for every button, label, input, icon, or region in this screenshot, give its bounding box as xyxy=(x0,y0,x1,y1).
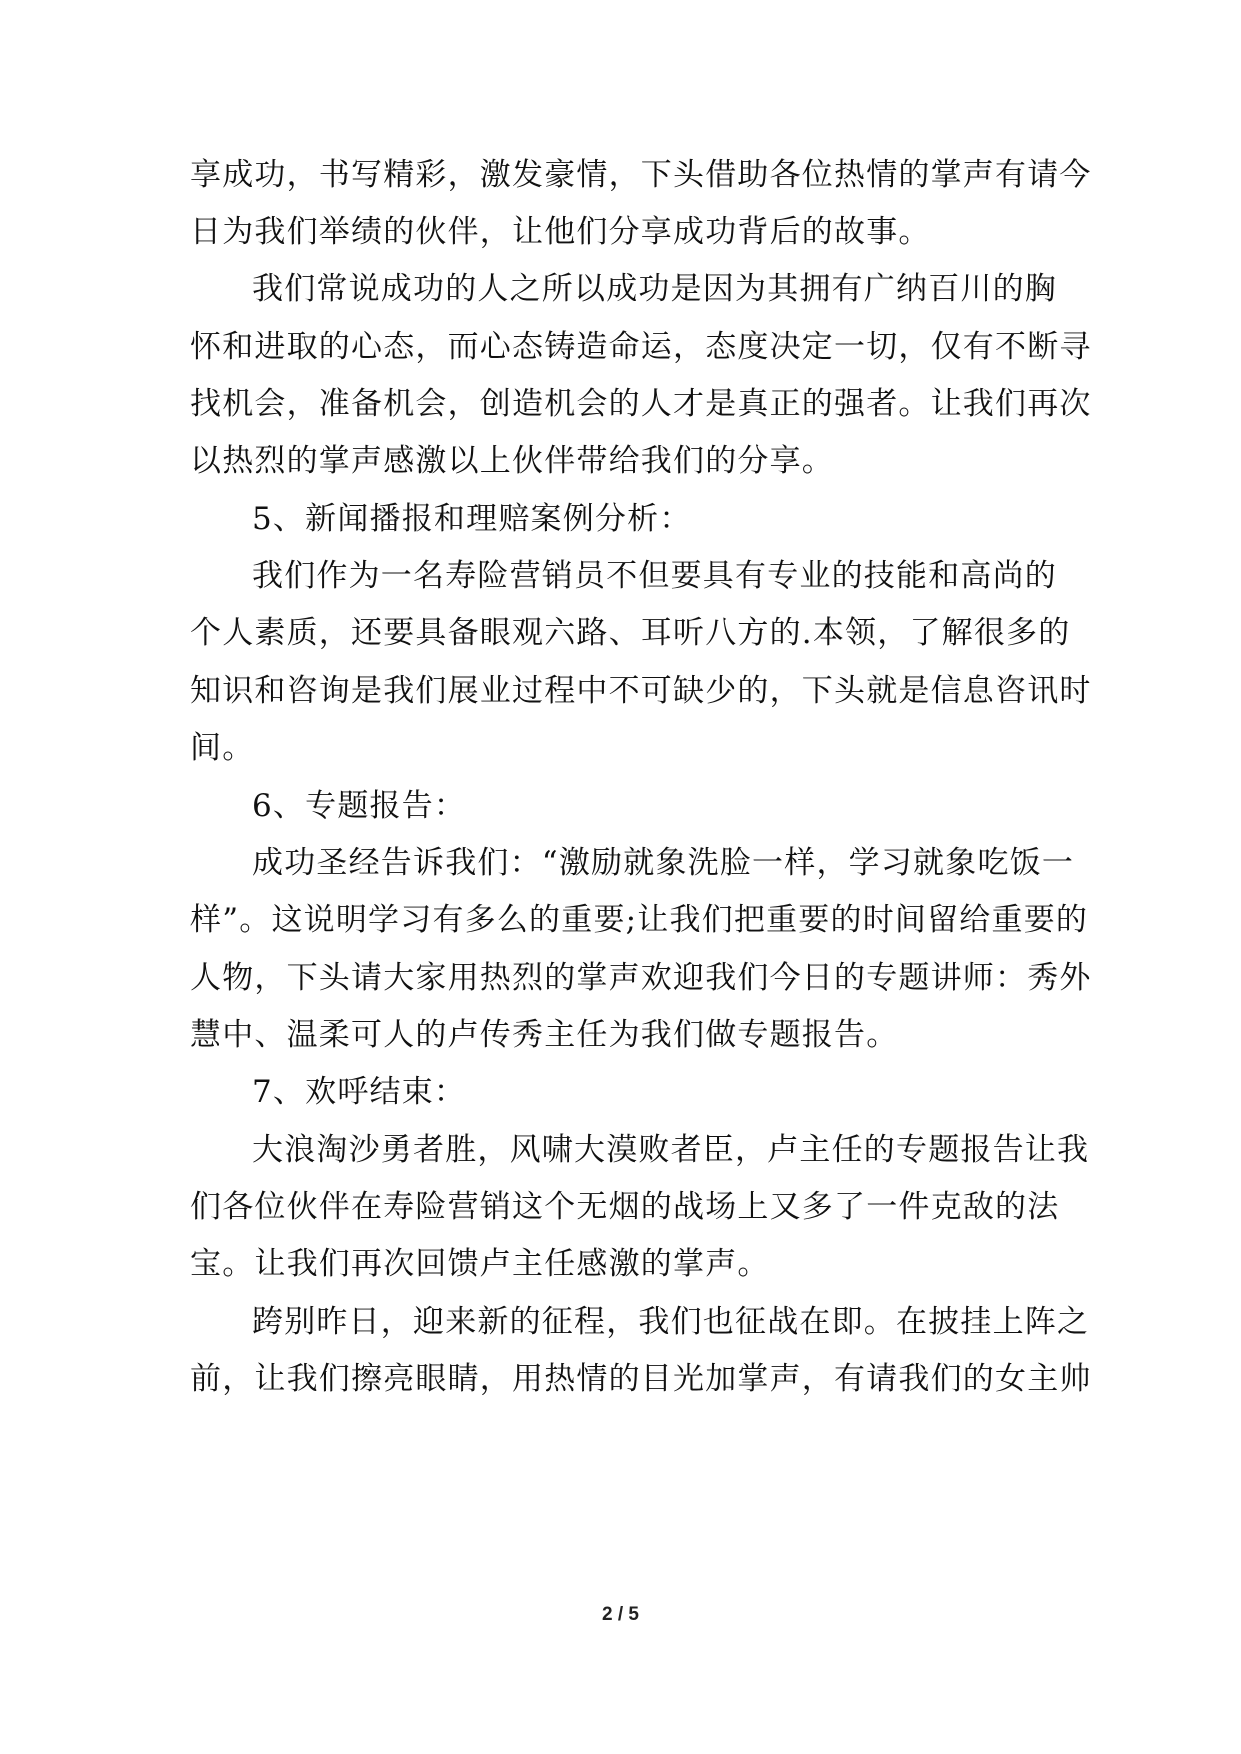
text-line: 前，让我们擦亮眼睛，用热情的目光加掌声，有请我们的女主帅 xyxy=(190,1361,1092,1397)
text-line: 个人素质，还要具备眼观六路、耳听八方的.本领，了解很多的 xyxy=(190,615,1071,651)
paragraph-first-line: 跨别昨日，迎来新的征程，我们也征战在即。在披挂上阵之 xyxy=(252,1304,1090,1340)
paragraph-first-line: 我们作为一名寿险营销员不但要具有专业的技能和高尚的 xyxy=(252,558,1057,594)
text-line: 找机会，准备机会，创造机会的人才是真正的强者。让我们再次 xyxy=(190,386,1092,422)
page-number: 2 / 5 xyxy=(602,1604,639,1625)
text-line: 享成功，书写精彩，激发豪情，下头借助各位热情的掌声有请今 xyxy=(190,157,1092,193)
section-heading: 7、欢呼结束： xyxy=(252,1074,467,1110)
paragraph-first-line: 我们常说成功的人之所以成功是因为其拥有广纳百川的胸 xyxy=(252,271,1057,307)
text-line: 知识和咨询是我们展业过程中不可缺少的，下头就是信息咨讯时 xyxy=(190,673,1092,709)
text-line: 样”。这说明学习有多么的重要;让我们把重要的时间留给重要的 xyxy=(190,902,1089,938)
text-line: 们各位伙伴在寿险营销这个无烟的战场上又多了一件克敌的法 xyxy=(190,1189,1060,1225)
paragraph-first-line: 大浪淘沙勇者胜，风啸大漠败者臣，卢主任的专题报告让我 xyxy=(252,1132,1090,1168)
text-line: 宝。让我们再次回馈卢主任感激的掌声。 xyxy=(190,1246,770,1282)
section-heading: 5、新闻播报和理赔案例分析： xyxy=(252,501,692,537)
section-heading: 6、专题报告： xyxy=(252,788,467,824)
text-line: 怀和进取的心态，而心态铸造命运，态度决定一切，仅有不断寻 xyxy=(190,329,1092,365)
text-line: 慧中、温柔可人的卢传秀主任为我们做专题报告。 xyxy=(190,1017,899,1053)
text-line: 日为我们举绩的伙伴，让他们分享成功背后的故事。 xyxy=(190,214,931,250)
text-line: 人物，下头请大家用热烈的掌声欢迎我们今日的专题讲师：秀外 xyxy=(190,960,1092,996)
text-line: 间。 xyxy=(190,730,255,766)
text-line: 以热烈的掌声感激以上伙伴带给我们的分享。 xyxy=(190,443,834,479)
paragraph-first-line: 成功圣经告诉我们：“激励就象洗脸一样，学习就象吃饭一 xyxy=(252,845,1075,881)
